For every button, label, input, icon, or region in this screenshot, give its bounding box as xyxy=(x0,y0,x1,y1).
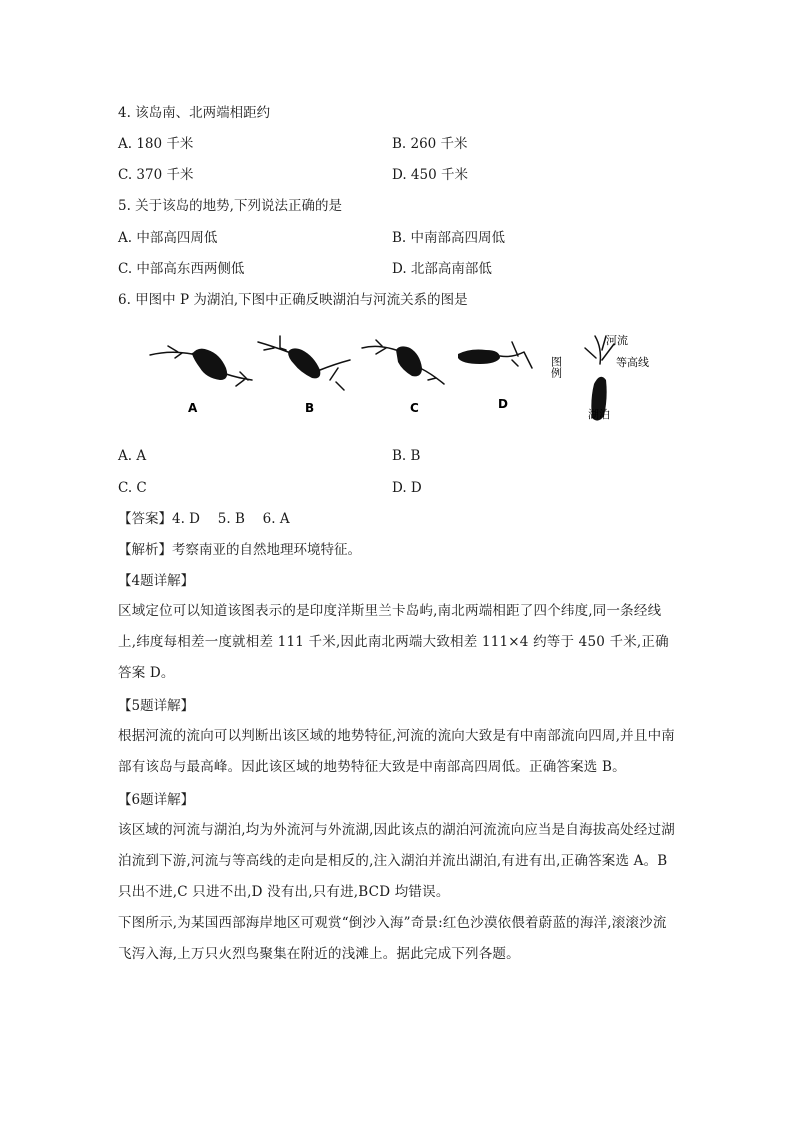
figure-label-c: C xyxy=(410,401,419,415)
q4-option-a: A. 180 千米 xyxy=(118,136,194,152)
q5-option-c: C. 中部高东西两侧低 xyxy=(118,261,245,277)
question-6-stem: 6. 甲图中 P 为湖泊,下图中正确反映湖泊与河流关系的图是 xyxy=(118,292,468,308)
lake-shape-c xyxy=(396,346,422,376)
legend-title: 图例 xyxy=(549,356,563,378)
figure-label-b: B xyxy=(305,401,315,415)
question-5-stem: 5. 关于该岛的地势,下列说法正确的是 xyxy=(118,198,342,214)
q5-option-a: A. 中部高四周低 xyxy=(118,230,218,246)
detail-5-text: 根据河流的流向可以判断出该区域的地势特征,河流的流向大致是有中南部流向四周,并且中南部有该岛与最高峰。因此该区域的地势特征大致是中南部高四周低。正确答案选 B。 xyxy=(118,728,675,775)
q6-option-b: B. B xyxy=(392,448,421,464)
answer-line: 【答案】4. D 5. B 6. A xyxy=(118,511,290,527)
q5-option-d: D. 北部高南部低 xyxy=(392,261,492,277)
next-question-intro: 下图所示,为某国西部海岸地区可观赏“倒沙入海”奇景:红色沙漠依偎着蔚蓝的海洋,滚滚沙流飞泻入海,上万只火烈鸟聚集在附近的浅滩上。据此完成下列各题。 xyxy=(118,915,667,962)
q6-option-c: C. C xyxy=(118,480,147,496)
detail-6-text: 该区域的河流与湖泊,均为外流河与外流湖,因此该点的湖泊河流流向应当是自海拔高处经过湖泊流到下游,河流与等高线的走向是相反的,注入湖泊并流出湖泊,有进有出,正确答案选 A。B 只出不进,C 只进不出,D 没有出,只有进,BCD 均错误。 xyxy=(118,822,675,900)
analysis-line: 【解析】考察南亚的自然地理环境特征。 xyxy=(118,542,361,558)
q6-option-d: D. D xyxy=(392,480,422,496)
q5-option-b: B. 中南部高四周低 xyxy=(392,230,506,246)
lake-shape-a xyxy=(192,349,227,380)
question-4-stem: 4. 该岛南、北两端相距约 xyxy=(118,105,271,121)
legend-river-label: 河流 xyxy=(606,334,628,347)
q4-option-d: D. 450 千米 xyxy=(392,167,468,183)
detail-5-title: 【5题详解】 xyxy=(118,698,195,714)
lake-river-figure xyxy=(140,328,670,428)
q4-option-b: B. 260 千米 xyxy=(392,136,468,152)
legend-contour-label: 等高线 xyxy=(616,356,649,369)
q4-option-c: C. 370 千米 xyxy=(118,167,194,183)
lake-shape-b xyxy=(288,348,320,378)
figure-label-d: D xyxy=(498,397,508,411)
figure-label-a: A xyxy=(188,401,198,415)
lake-shape-d xyxy=(458,350,500,365)
q6-option-a: A. A xyxy=(118,448,147,464)
detail-4-text: 区域定位可以知道该图表示的是印度洋斯里兰卡岛屿,南北两端相距了四个纬度,同一条经线上,纬度每相差一度就相差 111 千米,因此南北两端大致相差 111×4 约等于 450 千米,正确答案 D。 xyxy=(118,603,669,681)
detail-4-title: 【4题详解】 xyxy=(118,573,195,589)
detail-6-title: 【6题详解】 xyxy=(118,792,195,808)
legend-lake-label: 湖泊 xyxy=(588,408,610,421)
